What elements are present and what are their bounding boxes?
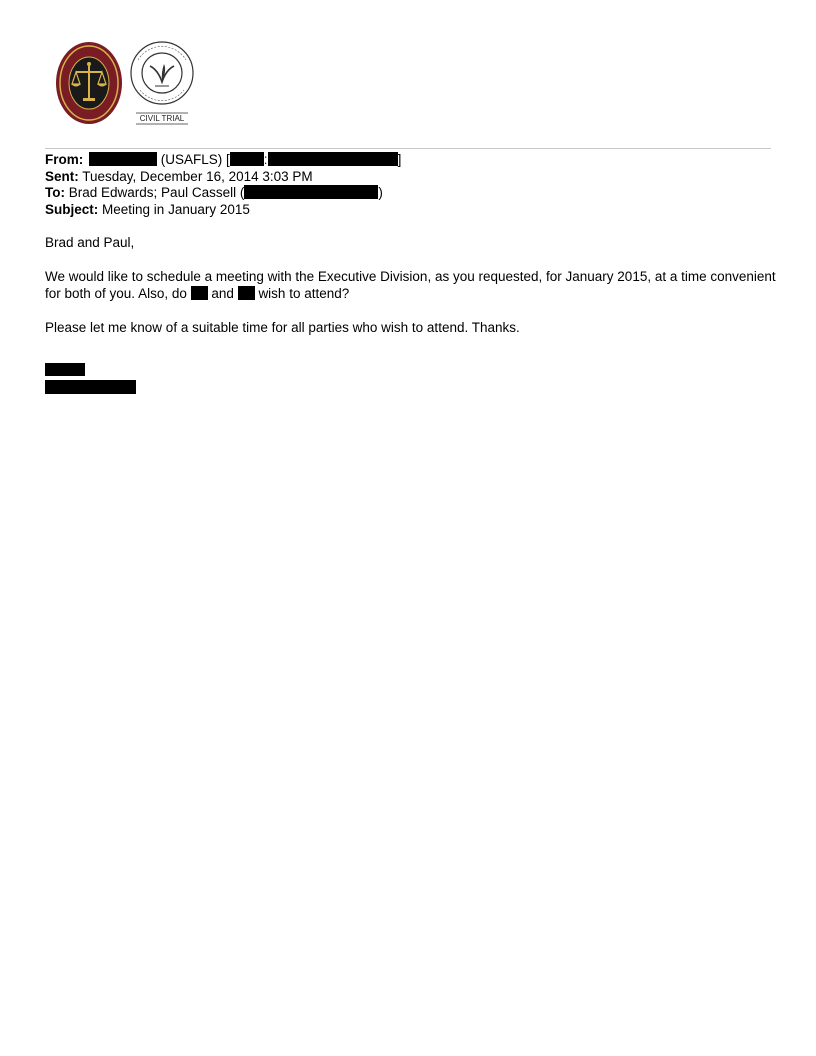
paragraph-1-text: We would like to schedule a meeting with the Executive Division, as you requested, for January 2015, at a time convenient for both of you. Also, do [45, 269, 776, 301]
from-colon: : [263, 152, 268, 167]
redaction-mailto [230, 152, 264, 166]
subject-line [45, 202, 401, 219]
greeting: Brad and Paul, [45, 235, 135, 250]
redaction-name-2 [238, 286, 255, 300]
redaction-name-1 [191, 286, 208, 300]
to-label: To: [45, 185, 65, 200]
redaction-recipient-email [244, 185, 378, 199]
email-body [45, 234, 780, 353]
redaction-sender-email [268, 152, 398, 166]
letterhead-logos [54, 40, 204, 130]
svg-text:CIVIL TRIAL: CIVIL TRIAL [139, 114, 185, 123]
subject-label: Subject: [45, 201, 99, 217]
redaction-signature-title [45, 380, 136, 394]
from-line [45, 152, 401, 169]
header-divider [45, 148, 771, 149]
redaction-sender-name [89, 152, 157, 166]
paragraph-1 [45, 268, 780, 302]
sent-label: Sent: [45, 168, 79, 184]
paragraph-1-end: wish to attend? [258, 286, 350, 301]
from-label: From: [45, 152, 84, 167]
to-close: ) [378, 185, 383, 200]
email-header [45, 152, 401, 218]
redaction-signature-name [45, 363, 85, 376]
paragraph-2: Please let me know of a suitable time for all parties who wish to attend. Thanks. [45, 320, 520, 335]
to-value: Brad Edwards; Paul Cassell ( [68, 185, 245, 200]
sent-line [45, 169, 401, 186]
paragraph-1-and: and [211, 286, 234, 301]
florida-bar-board-certified-icon [128, 40, 196, 128]
to-line [45, 185, 401, 202]
sent-value: Tuesday, December 16, 2014 3:03 PM [82, 168, 313, 184]
subject-value: Meeting in January 2015 [102, 201, 250, 217]
from-close: ] [397, 152, 402, 167]
from-value: (USAFLS) [ [160, 152, 230, 167]
advocates-forum-seal-icon [54, 40, 124, 126]
